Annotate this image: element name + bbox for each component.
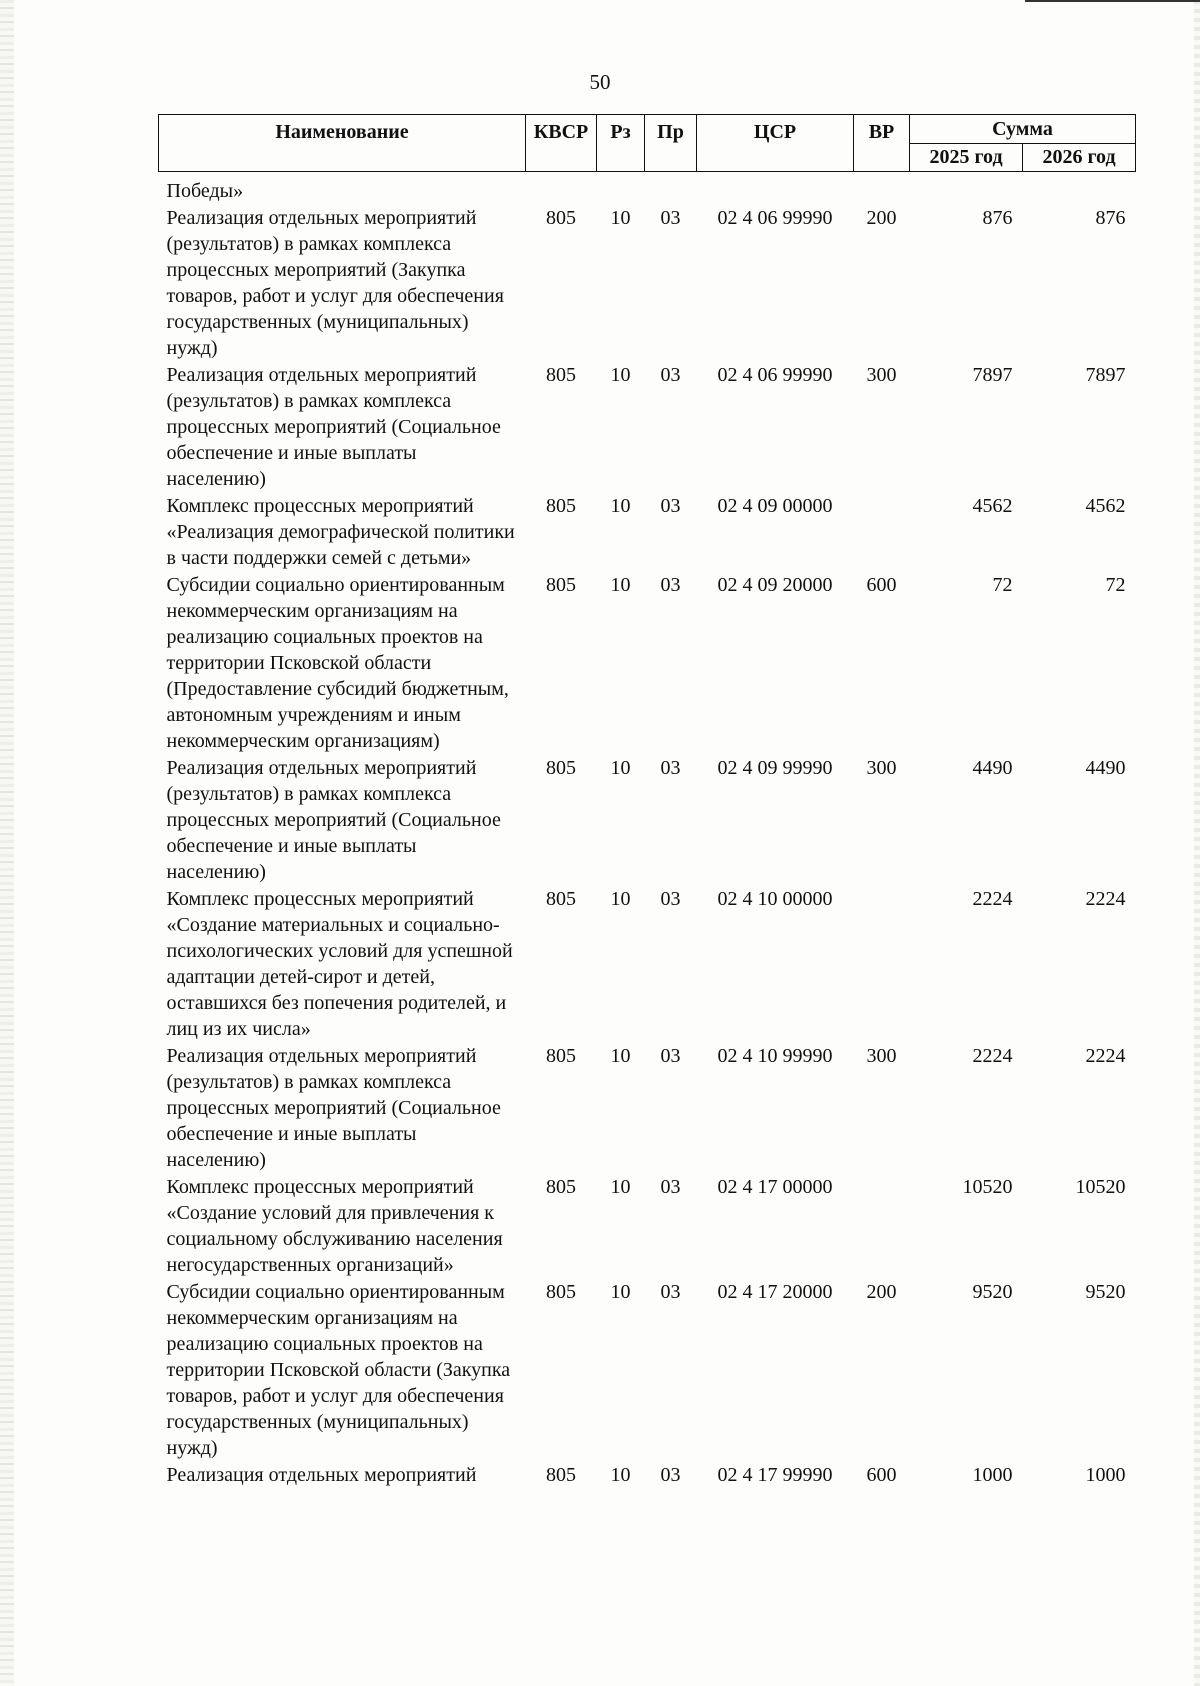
cell-name: Реализация отдельных мероприятий [166, 1464, 477, 1486]
budget-table [158, 114, 1136, 1488]
cell-csr: 02 4 06 99990 [717, 364, 833, 386]
corner-line [1025, 0, 1200, 2]
cell-pr: 03 [660, 495, 681, 517]
cell-kvsr: 805 [546, 888, 576, 910]
cell-rz: 10 [610, 207, 631, 229]
cell-csr: 02 4 17 00000 [717, 1176, 833, 1198]
cell-csr: 02 4 10 00000 [717, 888, 833, 910]
cell-name: Победы» [166, 180, 244, 202]
cell-sum-2025: 876 [982, 207, 1013, 229]
table-row [159, 172, 1136, 205]
cell-sum-2025: 7897 [972, 364, 1013, 386]
cell-name: Комплекс процессных мероприятий «Создание материальных и социально-психологических условий для успешной адаптации детей-сирот и детей, оставшихся без попечения родителей, и лиц из их числа» [166, 888, 513, 1040]
table-row [159, 1173, 1136, 1278]
cell-pr [645, 172, 697, 205]
header-year-2026: 2026 год [1023, 143, 1136, 172]
table-row [159, 492, 1136, 571]
cell-sum-2026: 10520 [1075, 1176, 1126, 1198]
cell-sum-2026: 4562 [1085, 495, 1126, 517]
scan-edge-left [0, 0, 14, 1686]
cell-pr: 03 [660, 1464, 681, 1486]
cell-sum-2026: 9520 [1085, 1281, 1126, 1303]
scan-edge-right [1194, 0, 1200, 1686]
cell-pr: 03 [660, 364, 681, 386]
cell-sum-2026: 7897 [1085, 364, 1126, 386]
cell-kvsr [526, 172, 597, 205]
cell-kvsr: 805 [546, 364, 576, 386]
cell-sum-2025: 72 [992, 574, 1013, 596]
cell-csr: 02 4 09 00000 [717, 495, 833, 517]
cell-sum-2026 [1023, 172, 1136, 205]
cell-kvsr: 805 [546, 1045, 576, 1067]
cell-name: Комплекс процессных мероприятий «Реализация демографической политики в части поддержки семей с детьми» [166, 495, 515, 569]
cell-name: Реализация отдельных мероприятий (результатов) в рамках комплекса процессных мероприятий (Социальное обеспечение и иные выплаты населению) [166, 1045, 501, 1171]
cell-kvsr: 805 [546, 1281, 576, 1303]
cell-name: Комплекс процессных мероприятий «Создание условий для привлечения к социальному обслуживанию населения негосударственных организаций» [166, 1176, 503, 1276]
cell-sum-2025: 2224 [972, 888, 1013, 910]
header-pr: Пр [645, 115, 697, 172]
cell-vr: 300 [866, 757, 897, 779]
cell-vr [854, 172, 910, 205]
cell-sum-2025: 4490 [972, 757, 1013, 779]
table-row [159, 1278, 1136, 1461]
header-sum: Сумма [910, 115, 1136, 144]
cell-kvsr: 805 [546, 207, 576, 229]
cell-name: Субсидии социально ориентированным некоммерческим организациям на реализацию социальных проектов на территории Псковской области (Предоставление субсидий бюджетным, автономным учреждениям и иным некоммерческим организациям) [166, 574, 509, 752]
cell-name: Субсидии социально ориентированным некоммерческим организациям на реализацию социальных проектов на территории Псковской области (Закупка товаров, работ и услуг для обеспечения государственных (муниципальных) нужд) [166, 1281, 511, 1459]
cell-kvsr: 805 [546, 495, 576, 517]
cell-sum-2026: 1000 [1085, 1464, 1126, 1486]
cell-sum-2025: 4562 [972, 495, 1013, 517]
cell-sum-2025: 1000 [972, 1464, 1013, 1486]
cell-pr: 03 [660, 888, 681, 910]
cell-vr: 600 [866, 1464, 897, 1486]
cell-rz: 10 [610, 888, 631, 910]
cell-rz: 10 [610, 1281, 631, 1303]
cell-rz: 10 [610, 1464, 631, 1486]
cell-vr: 300 [866, 1045, 897, 1067]
table-row [159, 1042, 1136, 1173]
cell-vr [854, 492, 910, 571]
cell-csr: 02 4 09 99990 [717, 757, 833, 779]
cell-pr: 03 [660, 1176, 681, 1198]
table-row [159, 1461, 1136, 1488]
cell-kvsr: 805 [546, 757, 576, 779]
cell-sum-2026: 876 [1095, 207, 1126, 229]
cell-sum-2026: 2224 [1085, 1045, 1126, 1067]
cell-rz: 10 [610, 574, 631, 596]
cell-pr: 03 [660, 1045, 681, 1067]
cell-rz: 10 [610, 1045, 631, 1067]
cell-rz: 10 [610, 364, 631, 386]
header-kvsr: КВСР [526, 115, 597, 172]
cell-rz: 10 [610, 495, 631, 517]
cell-csr: 02 4 17 99990 [717, 1464, 833, 1486]
cell-pr: 03 [660, 574, 681, 596]
cell-vr: 300 [866, 364, 897, 386]
cell-rz: 10 [610, 757, 631, 779]
cell-pr: 03 [660, 207, 681, 229]
cell-vr [854, 1173, 910, 1278]
cell-csr: 02 4 06 99990 [717, 207, 833, 229]
cell-sum-2025: 10520 [962, 1176, 1013, 1198]
table-body [159, 172, 1136, 1489]
cell-kvsr: 805 [546, 574, 576, 596]
table-row [159, 885, 1136, 1042]
cell-name: Реализация отдельных мероприятий (результатов) в рамках комплекса процессных мероприятий (Социальное обеспечение и иные выплаты населению) [166, 364, 501, 490]
cell-sum-2025: 9520 [972, 1281, 1013, 1303]
cell-csr: 02 4 10 99990 [717, 1045, 833, 1067]
cell-sum-2025 [910, 172, 1023, 205]
cell-csr [697, 172, 854, 205]
budget-table-container [158, 114, 1135, 1488]
table-row [159, 204, 1136, 361]
table-row [159, 571, 1136, 754]
cell-vr: 200 [866, 1281, 897, 1303]
page-number: 50 [589, 70, 611, 94]
header-vr: ВР [854, 115, 910, 172]
cell-kvsr: 805 [546, 1176, 576, 1198]
cell-vr [854, 885, 910, 1042]
header-name: Наименование [159, 115, 526, 172]
cell-name: Реализация отдельных мероприятий (результатов) в рамках комплекса процессных мероприятий (Социальное обеспечение и иные выплаты населению) [166, 757, 501, 883]
cell-pr: 03 [660, 1281, 681, 1303]
table-row [159, 754, 1136, 885]
cell-sum-2025: 2224 [972, 1045, 1013, 1067]
cell-csr: 02 4 17 20000 [717, 1281, 833, 1303]
cell-sum-2026: 4490 [1085, 757, 1126, 779]
cell-kvsr: 805 [546, 1464, 576, 1486]
cell-vr: 600 [866, 574, 897, 596]
header-rz: Рз [597, 115, 645, 172]
cell-rz: 10 [610, 1176, 631, 1198]
cell-vr: 200 [866, 207, 897, 229]
cell-sum-2026: 2224 [1085, 888, 1126, 910]
header-year-2025: 2025 год [910, 143, 1023, 172]
header-csr: ЦСР [697, 115, 854, 172]
table-header [159, 115, 1136, 172]
cell-rz [597, 172, 645, 205]
cell-sum-2026: 72 [1105, 574, 1126, 596]
cell-name: Реализация отдельных мероприятий (результатов) в рамках комплекса процессных мероприятий (Закупка товаров, работ и услуг для обеспечения государственных (муниципальных) нужд) [166, 207, 504, 359]
cell-pr: 03 [660, 757, 681, 779]
table-row [159, 361, 1136, 492]
cell-csr: 02 4 09 20000 [717, 574, 833, 596]
